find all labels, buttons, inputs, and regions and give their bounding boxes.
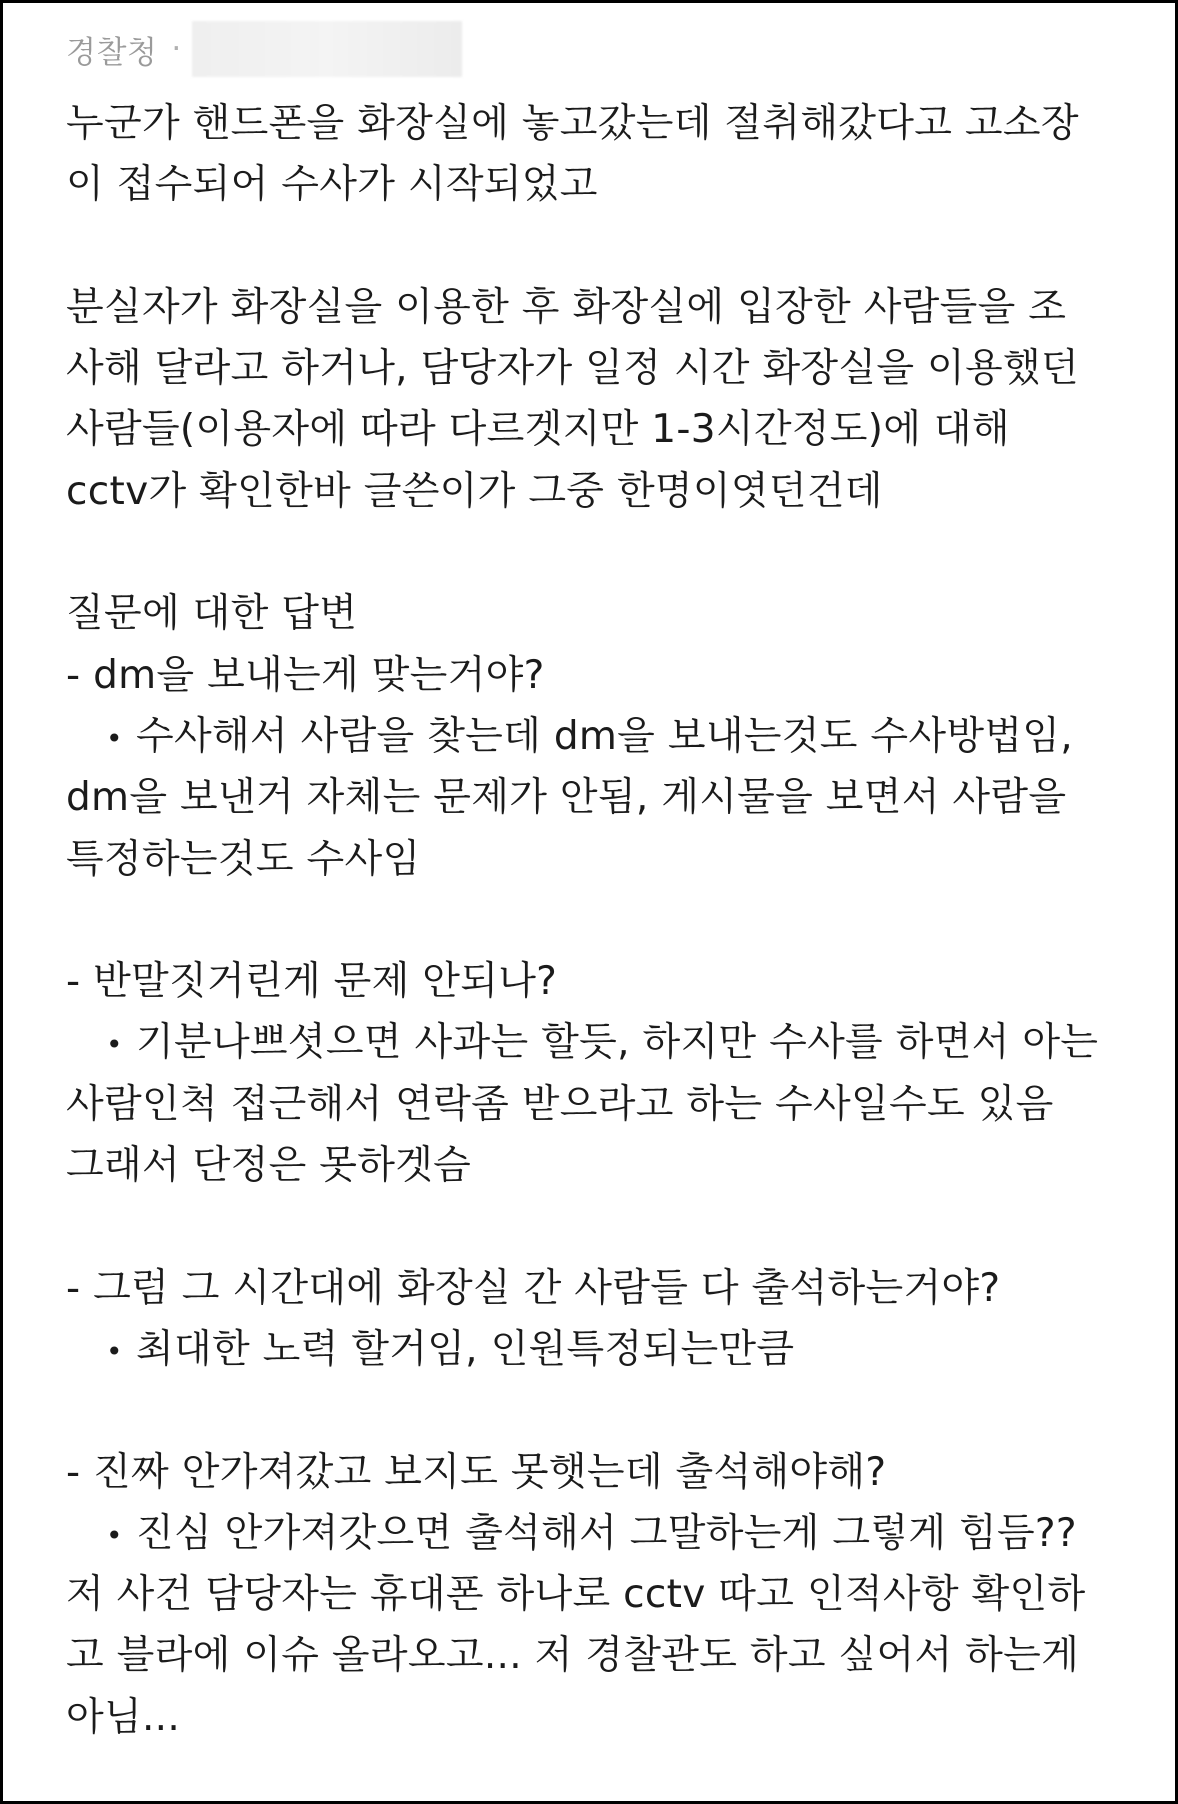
text-line — [66, 1258, 1146, 1319]
line-text: 특정하는것도 수사임 — [66, 836, 421, 882]
text-line — [66, 645, 1146, 706]
line-text: 질문에 대한 답변 — [66, 591, 358, 637]
line-text: 아님... — [66, 1694, 181, 1740]
bullet-line — [66, 1012, 1146, 1073]
line-text: 최대한 노력 할거임, 인원특정되는만큼 — [136, 1326, 795, 1372]
text-line — [66, 583, 1146, 644]
bullet-line — [66, 1503, 1146, 1564]
line-text: 고 블라에 이슈 올라오고... 저 경찰관도 하고 싶어서 하는게 — [66, 1633, 1080, 1679]
bullet-dot-icon: • — [106, 1028, 123, 1062]
text-line — [66, 1687, 1146, 1748]
bullet-line — [66, 706, 1146, 767]
line-text: - dm을 보내는게 맞는거야? — [66, 652, 545, 698]
text-line — [66, 767, 1146, 828]
redacted-company-label — [192, 21, 462, 77]
text-line — [66, 399, 1146, 460]
line-text: 이 접수되어 수사가 시작되었고 — [66, 162, 598, 208]
post-body — [66, 93, 1146, 1748]
line-text: - 그럼 그 시간대에 화장실 간 사람들 다 출석하는거야? — [66, 1265, 1001, 1311]
line-text: 수사해서 사람을 찾는데 dm을 보내는것도 수사방법임, — [136, 713, 1073, 759]
blank-line — [66, 1380, 1146, 1441]
blank-line — [66, 1196, 1146, 1257]
text-line — [66, 1074, 1146, 1135]
line-text: 저 사건 담당자는 휴대폰 하나로 cctv 따고 인적사항 확인하 — [66, 1572, 1086, 1618]
text-line — [66, 154, 1146, 215]
text-line — [66, 1135, 1146, 1196]
line-text: 그래서 단정은 못하겟슴 — [66, 1143, 472, 1189]
line-text: - 반말짓거린게 문제 안되나? — [66, 959, 558, 1005]
line-text: - 진짜 안가져갔고 보지도 못햇는데 출석해야해? — [66, 1449, 887, 1495]
line-text: dm을 보낸거 자체는 문제가 안됨, 게시물을 보면서 사람을 — [66, 775, 1067, 821]
meta-separator: · — [171, 31, 182, 67]
text-line — [66, 93, 1146, 154]
bullet-dot-icon: • — [106, 721, 123, 755]
blank-line — [66, 216, 1146, 277]
line-text: cctv가 확인한바 글쓴이가 그중 한명이엿던건데 — [66, 468, 883, 514]
text-line — [66, 1442, 1146, 1503]
bullet-line — [66, 1319, 1146, 1380]
text-line — [66, 461, 1146, 522]
text-line — [66, 1625, 1146, 1686]
text-line — [66, 951, 1146, 1012]
line-text: 누군가 핸드폰을 화장실에 놓고갔는데 절취해갔다고 고소장 — [66, 101, 1079, 146]
blank-line — [66, 890, 1146, 951]
post-meta — [66, 21, 462, 77]
line-text: 진심 안가져갓으면 출석해서 그말하는게 그렇게 힘듬?? — [136, 1510, 1077, 1556]
line-text: 사람인척 접근해서 연락좀 받으라고 하는 수사일수도 있음 — [66, 1081, 1054, 1127]
bullet-dot-icon: • — [106, 1518, 123, 1552]
line-text: 분실자가 화장실을 이용한 후 화장실에 입장한 사람들을 조 — [66, 284, 1067, 330]
line-text: 기분나쁘셧으면 사과는 할듯, 하지만 수사를 하면서 아는 — [136, 1020, 1099, 1066]
text-line — [66, 338, 1146, 399]
line-text: 사람들(이용자에 따라 다르겟지만 1-3시간정도)에 대해 — [66, 407, 1010, 453]
text-line — [66, 1564, 1146, 1625]
text-line — [66, 829, 1146, 890]
text-line — [66, 277, 1146, 338]
bullet-dot-icon: • — [106, 1334, 123, 1368]
blank-line — [66, 522, 1146, 583]
author-name[interactable]: 경찰청 — [66, 34, 158, 71]
line-text: 사해 달라고 하거나, 담당자가 일정 시간 화장실을 이용했던 — [66, 346, 1079, 392]
